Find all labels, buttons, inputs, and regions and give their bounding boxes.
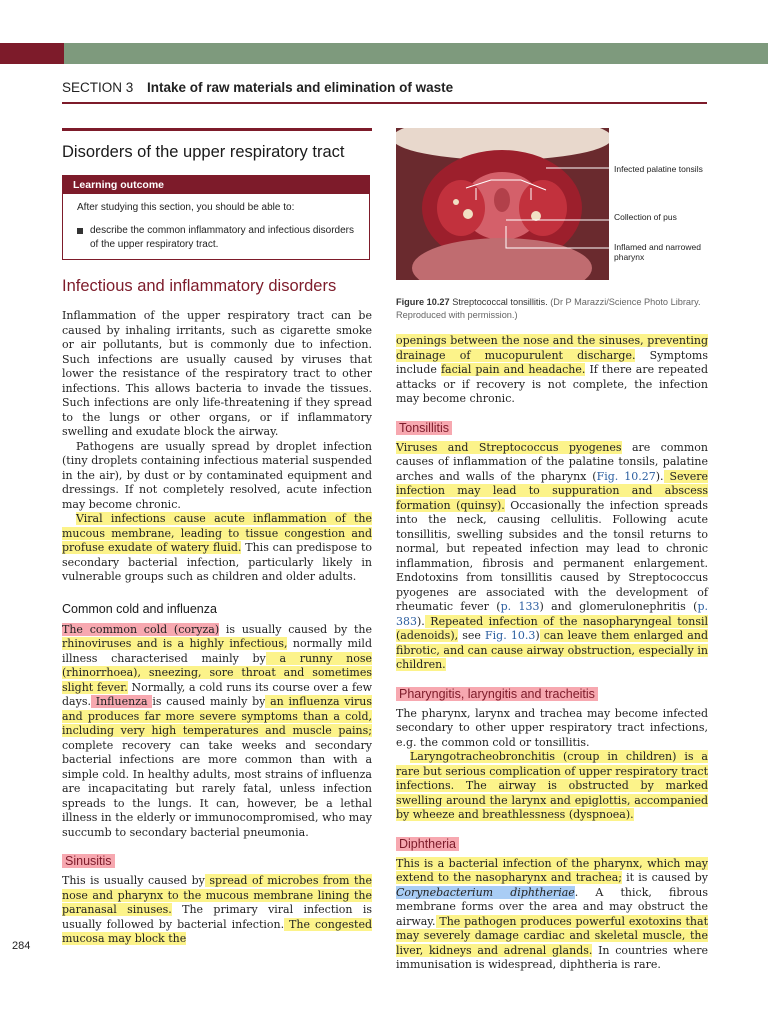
- highlight: Laryngotracheobronchitis (croup in children) is a rare but serious complication of upper respiratory tract infections. The airway is obstructed by marked swelling around the larynx and epiglottis, accompanied by wheeze and breathlessness (dyspnoea).: [396, 750, 708, 821]
- header-accent-red: [0, 43, 64, 64]
- tonsillitis-photo: [396, 128, 609, 280]
- paragraph-pathogens: Pathogens are usually spread by droplet infection (tiny droplets containing infectious material suspended in the air), by dust or by contaminated equipment and dressings. If not completely resolved, acute infection may become chronic.: [62, 439, 372, 511]
- page-title: Disorders of the upper respiratory tract: [62, 143, 345, 161]
- sinusitis-continued: [396, 334, 708, 407]
- header-rule: [62, 102, 707, 104]
- learning-outcome-box: [62, 175, 370, 260]
- figure-number: Figure 10.27: [396, 297, 450, 307]
- label-infected-tonsils: Infected palatine tonsils: [614, 164, 703, 174]
- highlight: a runny nose (rhinorrhoea), sneezing, sore throat and sometimes slight fever.: [62, 651, 372, 694]
- learning-outcome-bullet: [77, 224, 359, 252]
- highlight: Severe infection may lead to suppuration and abscess formation (quinsy).: [396, 469, 708, 512]
- paragraph-sinusitis-cont: [396, 334, 708, 407]
- highlight: can leave them enlarged and fibrotic, and can cause airway obstruction, especially in children.: [396, 629, 708, 671]
- square-bullet-icon: [77, 228, 83, 234]
- throat-illustration: [396, 128, 609, 280]
- text-run: This is usually caused by: [62, 874, 205, 887]
- text-run: If there are repeated attacks or if recovery is not complete, the infection may become chronic.: [396, 363, 708, 405]
- highlight: spread of microbes from the nose and pharynx to the mucous membrane lining the paranasal sinuses.: [62, 874, 372, 916]
- text-run: ).: [417, 614, 425, 628]
- infectious-heading: Infectious and inflammatory disorders: [62, 277, 337, 295]
- highlight: Viruses and Streptococcus pyogenes: [396, 440, 622, 454]
- paragraph-sinusitis: [62, 874, 372, 947]
- text-run: complete recovery can take weeks and secondary bacterial infections are more common than with a simple cold. In healthy adults, most strains of influenza are incapacitating but rarely fatal, unless infection spreads to the lungs. It can, however, be a lethal illness in the elderly or immunocompromised, who may succumb to secondary bacterial pneumonia.: [62, 738, 372, 839]
- intro-text: [62, 309, 372, 585]
- text-run: Symptoms include: [396, 348, 708, 376]
- figure-title: Streptococcal tonsillitis.: [452, 297, 548, 307]
- figure-credit: (Dr P Marazzi/Science Photo Library. Reproduced with permission.): [396, 297, 701, 320]
- text-run: is caused mainly by: [152, 695, 266, 708]
- figure-link[interactable]: Fig. 10.27: [596, 469, 656, 483]
- text-run: . A thick, fibrous membrane forms over the area and may obstruct the airway.: [396, 885, 708, 928]
- highlight-blue: Corynebacterium diphtheriae: [396, 885, 575, 899]
- figure-link[interactable]: Fig. 10.3: [485, 629, 536, 642]
- highlight: The congested mucosa may block the: [62, 917, 372, 945]
- paragraph-viral: [62, 512, 372, 585]
- text-run: is usually caused by the: [219, 622, 373, 636]
- header-accent-green: [64, 43, 768, 64]
- page-number: 284: [12, 940, 31, 952]
- figure-caption: [396, 296, 708, 322]
- highlight: rhinoviruses and is a highly infectious,: [62, 637, 288, 650]
- section-number: SECTION 3: [62, 80, 134, 95]
- text-run: are common causes of inflammation of the palatine tonsils, palatine arches and walls of the pharynx (: [396, 440, 709, 483]
- text-run: Normally, a cold runs its course over a few days.: [62, 680, 372, 708]
- right-column: [396, 128, 708, 973]
- text-run: see: [458, 629, 486, 642]
- pharyngitis-text: [396, 707, 708, 823]
- section-title: Intake of raw materials and elimination of waste: [147, 80, 454, 95]
- paragraph-cold: [62, 623, 372, 841]
- cold-heading: Common cold and influenza: [62, 601, 217, 616]
- paragraph-croup: [396, 750, 708, 823]
- highlight: an influenza virus and produces far more severe symptoms than a cold, including very high temperatures and muscle pains;: [62, 695, 372, 737]
- text-run: ).: [655, 469, 664, 483]
- text-run: normally mild illness characterised mainly by: [62, 637, 372, 665]
- text-run: ) and glomerulonephritis (: [539, 600, 698, 613]
- diphtheria-text: [396, 857, 708, 973]
- paragraph-pharyngitis: The pharynx, larynx and trachea may become infected secondary to other upper respiratory tract infections, e.g. the common cold or tonsillitis.: [396, 706, 708, 749]
- paragraph-intro: Inflammation of the upper respiratory tract can be caused by inhaling irritants, such as cigarette smoke or air pollutants, but is commonly due to infection. Such infections are usually caused by viruses that lower the resistance of the respiratory tract to other infections. This allows bacteria to invade the tissues. Such infections are only life-threatening if they spread to the lungs or other organs, or if inflammatory swelling and exudate block the airway.: [62, 309, 372, 438]
- sinusitis-heading: Sinusitis: [62, 854, 115, 868]
- left-column: [62, 128, 372, 947]
- text-run: In countries where immunisation is widespread, diphtheria is rare.: [396, 943, 708, 971]
- label-pharynx: Inflamed and narrowed pharynx: [614, 242, 701, 262]
- learning-outcome-text: describe the common inflammatory and infectious disorders of the upper respiratory tract.: [90, 225, 355, 250]
- tonsillitis-text: [396, 441, 708, 673]
- highlight-pink: The common cold (coryza): [62, 622, 220, 636]
- cold-text: [62, 623, 372, 841]
- learning-outcome-heading: Learning outcome: [63, 176, 369, 194]
- text-run: The primary viral infection is usually followed by bacterial infection.: [62, 903, 373, 931]
- text-run: it is caused by: [621, 871, 708, 884]
- tonsillitis-heading: Tonsillitis: [396, 421, 452, 435]
- highlight: This is a bacterial infection of the pharynx, which may extend to the nasopharynx and trachea;: [396, 856, 708, 884]
- section-header: [62, 80, 453, 95]
- label-pus: Collection of pus: [614, 212, 677, 222]
- paragraph-diphtheria: [396, 857, 708, 973]
- text-run: Occasionally the infection spreads into the neck, causing cellulitis. Following acute tonsillitis, swelling subsides and the tonsil returns to normal, but repeated infection may lead to chronic inflammation, fibrosis and permanent enlargement. Endotoxins from tonsillitis caused by Streptococcus pyogenes are associated with the development of rheumatic fever (: [396, 498, 708, 613]
- highlight: Viral infections cause acute inflammation of the mucous membrane, leading to tissue congestion and profuse exudate of watery fluid.: [62, 512, 372, 554]
- highlight: openings between the nose and the sinuses, preventing drainage of mucopurulent discharge.: [396, 334, 708, 362]
- diphtheria-heading: Diphtheria: [396, 837, 459, 851]
- sinusitis-text: [62, 874, 372, 947]
- highlight: Repeated infection of the nasopharyngeal tonsil (adenoids),: [396, 614, 708, 642]
- page-link[interactable]: p. 383: [396, 600, 709, 628]
- page-link[interactable]: p. 133: [500, 600, 540, 613]
- paragraph-tonsillitis: [396, 441, 708, 673]
- text-run: This can predispose to secondary bacterial infection, particularly likely in vulnerable groups such as children and older adults.: [62, 541, 372, 583]
- pharyngitis-heading: Pharyngitis, laryngitis and tracheitis: [396, 687, 598, 701]
- figure: [396, 128, 708, 292]
- highlight: facial pain and headache.: [440, 363, 586, 376]
- learning-outcome-intro: After studying this section, you should be able to:: [77, 202, 295, 213]
- highlight: The pathogen produces powerful exotoxins that may severely damage cardiac and skeletal muscle, the liver, kidneys and adrenal glands.: [396, 914, 708, 957]
- title-rule: [62, 128, 372, 131]
- text-run: ): [535, 629, 540, 642]
- learning-outcome-body: [63, 194, 369, 259]
- highlight-pink: Influenza: [90, 695, 153, 708]
